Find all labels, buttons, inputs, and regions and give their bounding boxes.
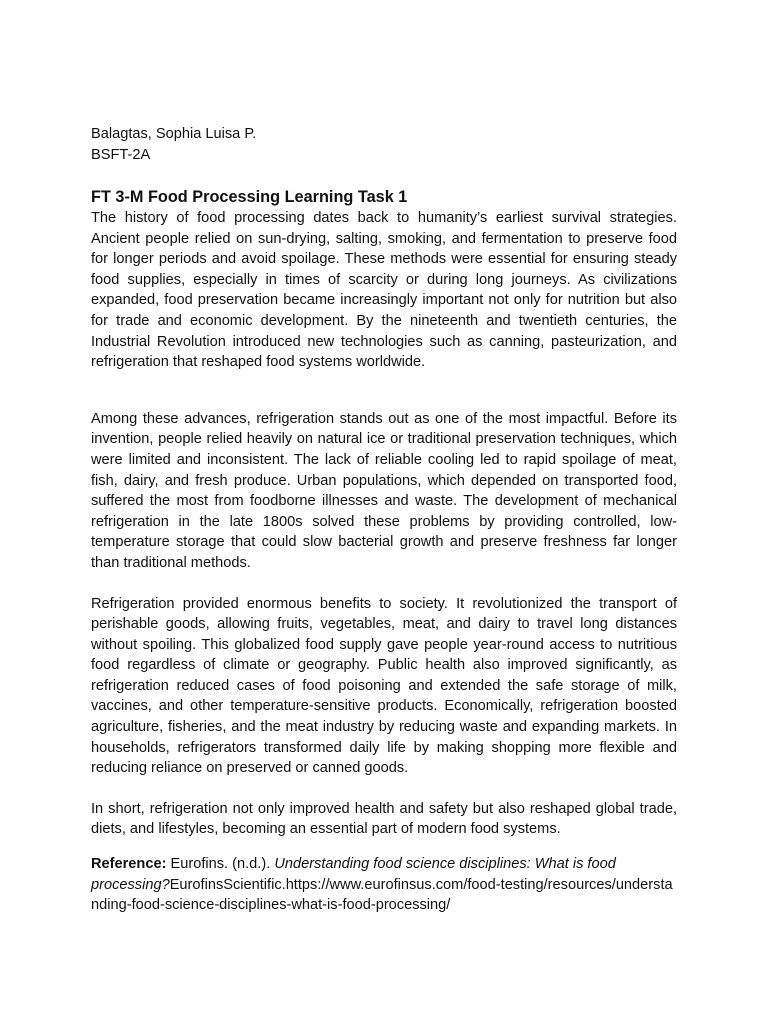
class-section: BSFT-2A bbox=[91, 146, 151, 163]
document-page bbox=[91, 124, 677, 916]
reference-authors: Eurofins. (n.d.). bbox=[166, 856, 275, 873]
paragraph-conclusion: In short, refrigeration not only improved health and safety but also reshaped global trade, diets, and lifestyles, becoming an essential part of modern food systems. bbox=[91, 800, 677, 838]
paragraph-refrigeration-benefits: Refrigeration provided enormous benefits to society. It revolutionized the transport of perishable goods, allowing fruits, vegetables, meat, and dairy to travel long distances without spoiling. This globalized food supply gave people year-round access to nutritious food regardless of climate or geography. Public health also improved significantly, as refrigeration reduced cases of food poisoning and extended the safe storage of milk, vaccines, and other temperature-sensitive products. Economically, refrigeration boosted agriculture, fisheries, and the meat industry by reducing waste and expanding markets. In households, refrigerators transformed daily life by making shopping more flexible and reducing reliance on preserved or canned goods. bbox=[91, 595, 677, 777]
paragraph-history: The history of food processing dates back to humanity’s earliest survival strategies. Ancient people relied on sun-drying, salting, smoking, and fermentation to preserve food for longer periods and avoid spoilage. These methods were essential for ensuring steady food supplies, especially in times of scarcity or during long journeys. As civilizations expanded, food preservation became increasingly important not only for nutrition but also for trade and economic development. By the nineteenth and twentieth centuries, the Industrial Revolution introduced new technologies such as canning, pasteurization, and refrigeration that reshaped food systems worldwide. bbox=[91, 210, 677, 371]
author-name: Balagtas, Sophia Luisa P. bbox=[91, 126, 257, 142]
reference-title: Understanding food science disciplines: What is food processing? bbox=[91, 856, 616, 893]
paragraph-refrigeration-advances: Among these advances, refrigeration stands out as one of the most impactful. Before its invention, people relied heavily on natural ice or traditional preservation techniques, which were limited and inconsistent. The lack of reliable cooling led to rapid spoilage of meat, fish, dairy, and fresh produce. Urban populations, which depended on transported food, suffered the most from foodborne illnesses and waste. The development of mechanical refrigeration in the late 1800s solved these problems by providing controlled, low-temperature storage that could slow bacterial growth and preserve freshness far longer than traditional methods. bbox=[91, 410, 677, 571]
reference-source-link[interactable]: EurofinsScientific.https://www.eurofinsus.com/food-testing/resources/understanding-food-science-disciplines-what-is-food-processing/ bbox=[91, 876, 673, 914]
document-title: FT 3-M Food Processing Learning Task 1 bbox=[91, 188, 408, 206]
reference-citation bbox=[91, 854, 677, 916]
reference-label: Reference: bbox=[91, 856, 167, 873]
